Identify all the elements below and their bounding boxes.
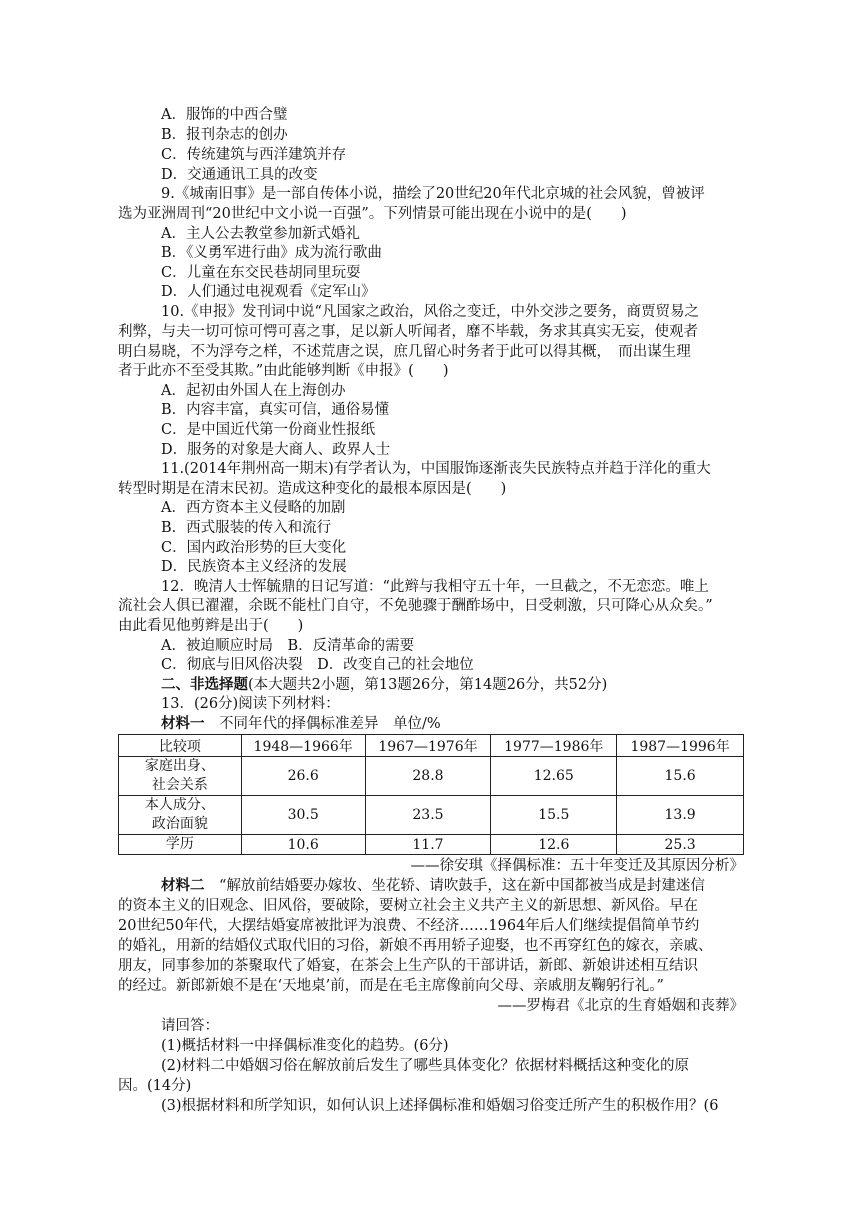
- q10-option-b: B．内容丰富，真实可信，通俗易懂: [161, 402, 390, 418]
- q11-option-c: C．国内政治形势的巨大变化: [161, 540, 347, 556]
- q12-stem-line2: 流社会人俱已濯濯，余既不能杜门自守，不免驰骤于酬酢场中，日受刺激，只可降心从众矣。”: [118, 598, 713, 614]
- table-cell: 30.5: [241, 796, 365, 835]
- material2-line4: 的婚礼，用新的结婚仪式取代旧的习俗，新娘不再用轿子迎娶，也不再穿红色的嫁衣，亲戚、: [118, 938, 713, 954]
- material1-caption: [161, 714, 441, 734]
- table-cell: 12.65: [491, 757, 617, 796]
- q11-stem-line1: 11.(2014年荆州高一期末)有学者认为，中国服饰逐渐丧失民族特点并趋于洋化的重大: [161, 461, 711, 477]
- q13-intro: 13．(26分)阅读下列材料：: [161, 696, 340, 712]
- material1-title: 不同年代的择偶标准差异 单位/%: [204, 716, 441, 732]
- q12-options-ab: A．被迫顺应时局 B．反清革命的需要: [161, 638, 415, 654]
- q10-option-d: D．服务的对象是大商人、政界人士: [161, 442, 391, 458]
- table-cell: 23.5: [365, 796, 491, 835]
- table-row-label-line: 政治面貌: [151, 816, 208, 832]
- table-header-cell: 1977—1986年: [491, 735, 617, 757]
- material2-text: “解放前结婚要办嫁妆、坐花轿、请吹鼓手，这在新中国都被当成是封建迷信: [204, 878, 705, 894]
- table-row: [119, 796, 744, 835]
- table-row-label: [119, 757, 242, 796]
- table-header-row: [119, 735, 744, 757]
- q10-option-c: C．是中国近代第一份商业性报纸: [161, 422, 376, 438]
- q13-sub2-line1: (2)材料二中婚姻习俗在解放前后发生了哪些具体变化？依据材料概括这种变化的原: [161, 1058, 690, 1074]
- material2-label: 材料二: [161, 877, 205, 894]
- section2-heading: [161, 675, 607, 695]
- q12-stem-line3: 由此看见他剪辫是出于( ): [118, 618, 304, 634]
- q11-option-a: A．西方资本主义侵略的加剧: [161, 500, 346, 516]
- table-header-cell: 1948—1966年: [241, 735, 365, 757]
- q13-sub3: (3)根据材料和所学知识，如何认识上述择偶标准和婚姻习俗变迁所产生的积极作用？(6: [161, 1098, 719, 1114]
- table-header-cell: 比较项: [119, 735, 242, 757]
- table-row-label-line: 家庭出身、: [144, 758, 215, 774]
- table-cell: 11.7: [365, 835, 491, 855]
- table-cell: 13.9: [617, 796, 744, 835]
- table-cell: 26.6: [241, 757, 365, 796]
- q9-option-c: C．儿童在东交民巷胡同里玩耍: [161, 265, 361, 281]
- q10-stem-line4: 者于此亦不至受其欺。”由此能够判断《申报》( ): [118, 363, 449, 379]
- q13-ask: 请回答：: [161, 1018, 219, 1034]
- table-cell: 10.6: [241, 835, 365, 855]
- table-row: [119, 835, 744, 855]
- table-row: [119, 757, 744, 796]
- material2-line2: 的资本主义的旧观念、旧风俗，要破除，要树立社会主义共产主义的新思想、新风俗。早在: [118, 898, 698, 914]
- q9-option-b: B．《义勇军进行曲》成为流行歌曲: [161, 245, 382, 261]
- section2-note: (本大题共2小题，第13题26分，第14题26分，共52分): [248, 677, 608, 693]
- material1-label: 材料一: [161, 715, 205, 732]
- material1-source: ——徐安琪《择偶标准：五十年变迁及其原因分析》: [410, 858, 744, 874]
- material2-line1: [161, 876, 705, 896]
- q11-stem-line2: 转型时期是在清末民初。造成这种变化的最根本原因是( ): [118, 481, 507, 497]
- spouse-criteria-table: [118, 734, 744, 855]
- q8-option-a: A．服饰的中西合璧: [161, 107, 288, 123]
- q8-option-d: D．交通通讯工具的改变: [161, 167, 318, 183]
- table-cell: 15.5: [491, 796, 617, 835]
- q13-sub2-line2: 因。(14分): [118, 1078, 192, 1094]
- q8-option-c: C．传统建筑与西洋建筑并存: [161, 147, 347, 163]
- q9-stem-line1: 9.《城南旧事》是一部自传体小说，描绘了20世纪20年代北京城的社会风貌，曾被评: [161, 186, 705, 202]
- table-cell: 15.6: [617, 757, 744, 796]
- q11-option-d: D．民族资本主义经济的发展: [161, 559, 347, 575]
- table-header-cell: 1967—1976年: [365, 735, 491, 757]
- q13-sub1: (1)概括材料一中择偶标准变化的趋势。(6分): [161, 1038, 449, 1054]
- material2-line5: 朋友，同事参加的茶聚取代了婚宴，在茶会上生产队的干部讲话，新郎、新娘讲述相互结识: [118, 958, 698, 974]
- q8-option-b: B．报刊杂志的创办: [161, 127, 288, 143]
- q9-option-d: D．人们通过电视观看《定军山》: [161, 284, 376, 300]
- table-row-label: 学历: [119, 835, 242, 855]
- q10-option-a: A．起初由外国人在上海创办: [161, 383, 346, 399]
- table-cell: 28.8: [365, 757, 491, 796]
- q10-stem-line2: 利弊，与夫一切可惊可愕可喜之事，足以新人听闻者，靡不毕载，务求其真实无妄，使观者: [118, 324, 698, 340]
- table-header-cell: 1987—1996年: [617, 735, 744, 757]
- q11-option-b: B．西式服装的传入和流行: [161, 520, 332, 536]
- q9-option-a: A．主人公去教堂参加新式婚礼: [161, 226, 360, 242]
- material2-line6: 的经过。新郎新娘不是在‘天地桌’前，而是在毛主席像前向父母、亲戚朋友鞠躬行礼。”: [118, 978, 664, 994]
- material2-line3: 20世纪50年代，大摆结婚宴席被批评为浪费、不经济……1964年后人们继续提倡简单节约: [118, 918, 700, 934]
- q12-stem-line1: 12．晚清人士恽毓鼎的日记写道：“此辫与我相守五十年，一旦截之，不无恋恋。唯上: [161, 579, 709, 595]
- table-cell: 25.3: [617, 835, 744, 855]
- material2-source: ——罗梅君《北京的生育婚姻和丧葬》: [497, 998, 744, 1014]
- table-row-label: [119, 796, 242, 835]
- table-row-label-line: 本人成分、: [144, 797, 215, 813]
- q10-stem-line3: 明白易晓，不为浮夸之样，不述荒唐之误，庶几留心时务者于此可以得其概， 而出谋生理: [118, 344, 691, 360]
- section2-head: 二、非选择题: [161, 676, 248, 693]
- q10-stem-line1: 10.《申报》发刊词中说“凡国家之政治，风俗之变迁，中外交涉之要务，商贾贸易之: [161, 304, 699, 320]
- q9-stem-line2: 选为亚洲周刊“20世纪中文小说一百强”。下列情景可能出现在小说中的是( ): [118, 206, 627, 222]
- table-cell: 12.6: [491, 835, 617, 855]
- q12-options-cd: C．彻底与旧风俗决裂 D．改变自己的社会地位: [161, 657, 474, 673]
- table-row-label-line: 社会关系: [151, 777, 208, 793]
